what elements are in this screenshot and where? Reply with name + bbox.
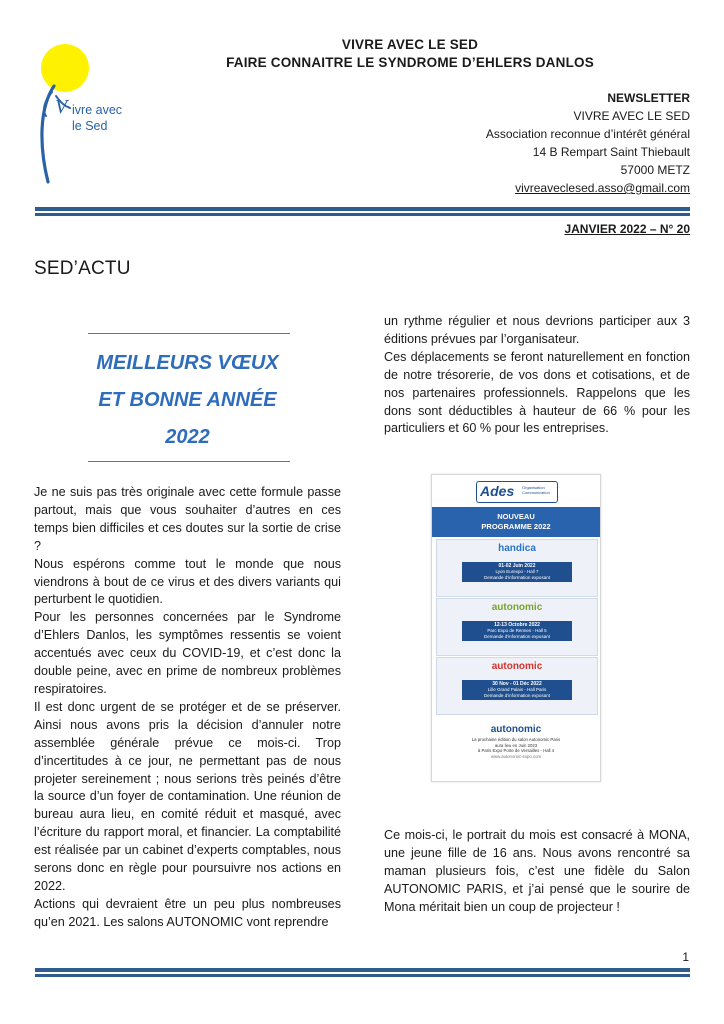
vivre-avec-le-sed-logo bbox=[30, 40, 150, 190]
city-address: 57000 METZ bbox=[620, 163, 690, 177]
newsletter-subtitle: FAIRE CONNAITRE LE SYNDROME D’EHLERS DANLOS bbox=[226, 55, 594, 70]
paragraph: Pour les personnes concernées par le Syndrome d’Ehlers Danlos, les symptômes ressentis se voient accentués avec ceux du COVID-19, et c’est donc la double peine, avec en prime de nombreux problèmes respiratoires. bbox=[34, 610, 341, 696]
flyer-header bbox=[432, 475, 600, 507]
greeting-line-3: 2022 bbox=[165, 426, 210, 448]
event-details bbox=[462, 621, 572, 641]
logo-text-line2: le Sed bbox=[72, 119, 108, 133]
event-brand: autonomic bbox=[491, 602, 543, 613]
event-dates: 12-13 Octobre 2022 bbox=[494, 622, 540, 628]
flyer-footer bbox=[442, 723, 590, 759]
left-column bbox=[34, 484, 341, 932]
contact-block bbox=[486, 89, 690, 197]
ades-logo-text: Ades bbox=[480, 483, 515, 499]
issue-number: JANVIER 2022 – N° 20 bbox=[564, 222, 690, 236]
flyer-event bbox=[436, 598, 598, 656]
event-place: Lyon Eurexpo - Hall 7 bbox=[495, 569, 539, 574]
paragraph: Nous espérons comme tout le monde que nous viendrons à bout de ce virus et des divers variants qui perturbent le quotidien. bbox=[34, 556, 341, 607]
paragraph: Ce mois-ci, le portrait du mois est consacré à MONA, une jeune fille de 16 ans. Nous avons rencontré sa maman plusieurs fois, c’est une fidèle du Salon AUTONOMIC PARIS, et j’ai pensé que le sourire de Mona méritait bien un coup de projecteur ! bbox=[384, 828, 690, 914]
ades-logo-subtitle: Organisation Communication bbox=[522, 485, 550, 495]
flyer-banner-line2: PROGRAMME 2022 bbox=[481, 522, 551, 531]
event-flyer bbox=[431, 474, 601, 782]
event-cta: Demande d'information exposant bbox=[484, 693, 550, 698]
paragraph: un rythme régulier et nous devrions participer aux 3 éditions prévues par l’organisateur. bbox=[384, 314, 690, 346]
newsletter-label: NEWSLETTER bbox=[607, 91, 690, 105]
event-cta: Demande d'information exposant bbox=[484, 634, 550, 639]
svg-text:V: V bbox=[55, 96, 68, 118]
right-column-top bbox=[384, 313, 690, 438]
event-place: Lille Grand Palais - Hall Paris bbox=[487, 687, 547, 692]
greeting-top-rule bbox=[88, 333, 290, 334]
flyer-url: www.autonomic-expo.com bbox=[490, 753, 542, 759]
paragraph: Je ne suis pas très originale avec cette formule passe partout, mais que vous souhaiter d’autres en ces temps bien difficiles et ces doutes sur la sortie de crise ? bbox=[34, 485, 341, 553]
page-number: 1 bbox=[682, 950, 689, 964]
org-name: VIVRE AVEC LE SED bbox=[573, 109, 690, 123]
final-text-1: La prochaine édition du salon Autonomic Paris bbox=[471, 737, 561, 742]
greeting-bottom-rule bbox=[88, 461, 290, 462]
logo-text-line1: ivre avec bbox=[72, 103, 123, 117]
newsletter-title: VIVRE AVEC LE SED bbox=[341, 37, 479, 52]
event-dates: 30 Nov - 01 Déc 2022 bbox=[492, 681, 542, 687]
paragraph: Il est donc urgent de se protéger et de se préserver. Ainsi nous avons pris la décision d’annuler notre assemblée générale prévue ce mois-ci. Trop d’incertitudes à ce jour, ne permettant pas de nous projeter sereinement ; nous serions très peinés d’être la source d’un foyer de contamination. Une réunion de bureau aura lieu, en comité réduit et masqué, avec l’écriture du rapport moral, et financier. La comptabilité est réalisée par un cabinet d’experts comptables, nous serons donc en règle pour poursuivre nos actions en 2022. bbox=[34, 699, 341, 893]
street-address: 14 B Rempart Saint Thiebault bbox=[532, 145, 690, 159]
final-brand: autonomic bbox=[490, 724, 542, 735]
event-place: Parc Expo de Rennes - Hall 5 bbox=[487, 628, 547, 633]
flyer-event bbox=[436, 539, 598, 597]
greeting-block bbox=[60, 345, 315, 456]
event-cta: Demande d'information exposant bbox=[484, 575, 550, 580]
flyer-event bbox=[436, 657, 598, 715]
event-brand: autonomic bbox=[491, 661, 543, 672]
email-link[interactable]: vivreaveclesed.asso@gmail.com bbox=[515, 181, 690, 195]
final-text-2: aura lieu en Juin 2023 bbox=[494, 742, 538, 748]
flyer-banner bbox=[432, 507, 600, 537]
header-divider bbox=[35, 207, 690, 216]
event-brand: handica bbox=[498, 543, 536, 554]
ades-logo bbox=[476, 481, 558, 503]
greeting-line-2: ET BONNE ANNÉE bbox=[98, 389, 277, 411]
footer-divider bbox=[35, 968, 690, 977]
flyer-banner-line1: NOUVEAU bbox=[497, 512, 535, 521]
event-details bbox=[462, 562, 572, 582]
section-title: SED’ACTU bbox=[34, 258, 131, 279]
paragraph: Ces déplacements se feront naturellement en fonction de notre trésorerie, de vos dons et cotisations, et de nos partenaires professionnels. Rappelons que les dons sont déductibles à hauteur de 66 % pour les particuliers et 60 % pour les entreprises. bbox=[384, 349, 690, 436]
event-dates: 01-02 Juin 2022 bbox=[498, 563, 536, 569]
greeting-line-1: MEILLEURS VŒUX bbox=[96, 352, 279, 374]
event-details bbox=[462, 680, 572, 700]
paragraph: Actions qui devraient être un peu plus nombreuses qu’en 2021. Les salons AUTONOMIC vont reprendre bbox=[34, 896, 341, 929]
final-text-3: à Paris Expo Porte de Versailles - Hall 4 bbox=[477, 748, 555, 753]
org-status: Association reconnue d’intérêt général bbox=[485, 127, 690, 141]
right-column-bottom bbox=[384, 827, 690, 917]
